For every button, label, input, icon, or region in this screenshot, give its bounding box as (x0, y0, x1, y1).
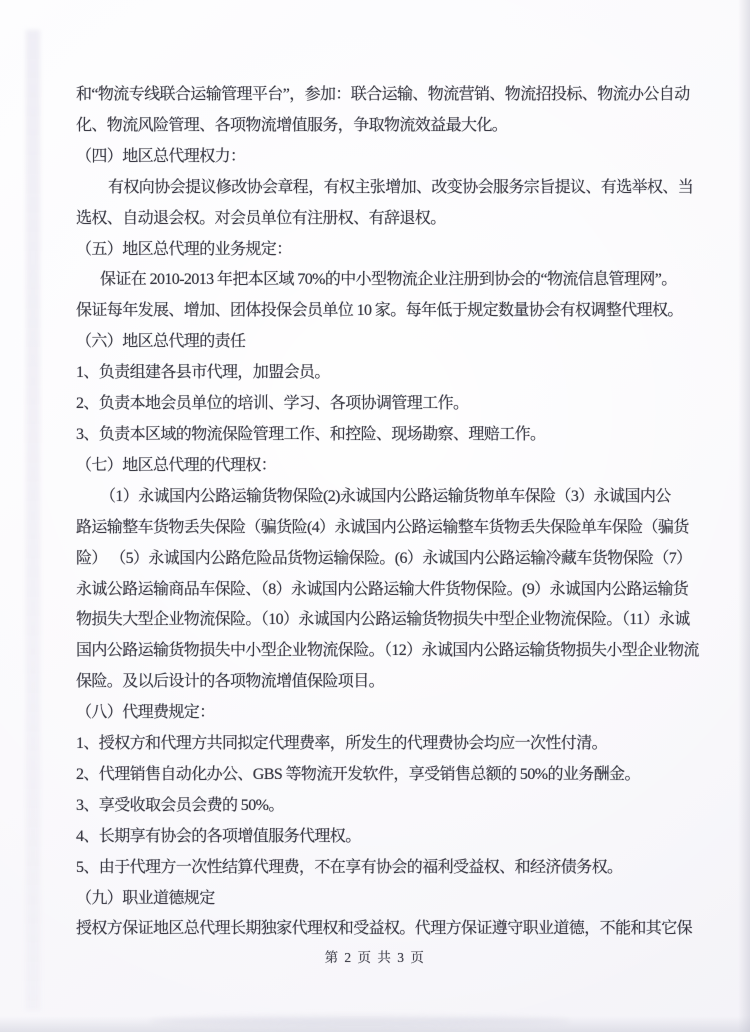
scan-artifact-left-band (26, 30, 40, 1010)
document-line: 选权、自动退会权。对会员单位有注册权、有辞退权。 (76, 209, 446, 227)
document-body (76, 80, 708, 945)
document-line: （1）永诚国内公路运输货物保险(2)永诚国内公路运输货物单车保险（3）永诚国内公 (100, 487, 671, 505)
document-line: 保险。及以后设计的各项物流增值保险项目。 (76, 673, 385, 691)
list-item-2: 2、代理销售自动化办公、GBS 等物流开发软件，享受销售总额的 50%的业务酬金。 (76, 765, 640, 783)
list-item-2: 2、负责本地会员单位的培训、学习、各项协调管理工作。 (76, 395, 469, 413)
section-heading-5: （五）地区总代理的业务规定： (76, 240, 292, 258)
list-item-1: 1、负责组建各县市代理，加盟会员。 (76, 364, 330, 382)
list-item-3: 3、享受收取会员会费的 50%。 (76, 796, 284, 814)
document-line: 有权向协会提议修改协会章程，有权主张增加、改变协会服务宗旨提议、有选举权、当 (108, 178, 694, 196)
document-line: 路运输整车货物丢失保险（骗货险(4）永诚国内公路运输整车货物丢失保险单车保险（骗货 (76, 518, 689, 536)
document-line: 保证在 2010-2013 年把本区域 70%的中小型物流企业注册到协会的“物流信息管理网”。 (100, 271, 677, 289)
section-heading-4: （四）地区总代理权力： (76, 147, 246, 165)
list-item-3: 3、负责本区域的物流保险管理工作、和控险、现场勘察、理赔工作。 (76, 425, 546, 443)
page-number: 第 2 页 共 3 页 (324, 950, 426, 965)
document-line: 化、物流风险管理、各项物流增值服务，争取物流效益最大化。 (76, 116, 508, 134)
scan-artifact-smudge (150, 1016, 570, 1026)
section-heading-6: （六）地区总代理的责任 (76, 333, 246, 351)
document-line: 物损失大型企业物流保险。（10）永诚国内公路运输货物损失中型企业物流保险。（11）永诚 (76, 611, 690, 629)
document-line: 和“物流专线联合运输管理平台”，参加：联合运输、物流营销、物流招投标、物流办公自动 (76, 86, 690, 103)
section-heading-8: （八）代理费规定： (76, 704, 215, 722)
list-item-1: 1、授权方和代理方共同拟定代理费率，所发生的代理费协会均应一次性付清。 (76, 735, 608, 753)
list-item-5: 5、由于代理方一次性结算代理费，不在享有协会的福利受益权、和经济债务权。 (76, 858, 623, 876)
document-line: 险） （5）永诚国内公路危险品货物运输保险。(6）永诚国内公路运输冷藏车货物保险（7） (76, 549, 692, 567)
document-line: 保证每年发展、增加、团体投保会员单位 10 家。每年低于规定数量协会有权调整代理权。 (76, 302, 683, 320)
list-item-4: 4、长期享有协会的各项增值服务代理权。 (76, 827, 361, 845)
section-heading-9: （九）职业道德规定 (76, 889, 215, 907)
section-heading-7: （七）地区总代理的代理权： (76, 456, 277, 474)
document-line: 国内公路运输货物损失中小型企业物流保险。（12）永诚国内公路运输货物损失小型企业物流 (76, 642, 699, 660)
scan-artifact-right-edge (738, 0, 750, 1032)
document-line: 永诚公路运输商品车保险、（8）永诚国内公路运输大件货物保险。(9）永诚国内公路运输货 (76, 580, 689, 598)
document-line: 授权方保证地区总代理长期独家代理权和受益权。代理方保证遵守职业道德，不能和其它保 (76, 920, 693, 938)
